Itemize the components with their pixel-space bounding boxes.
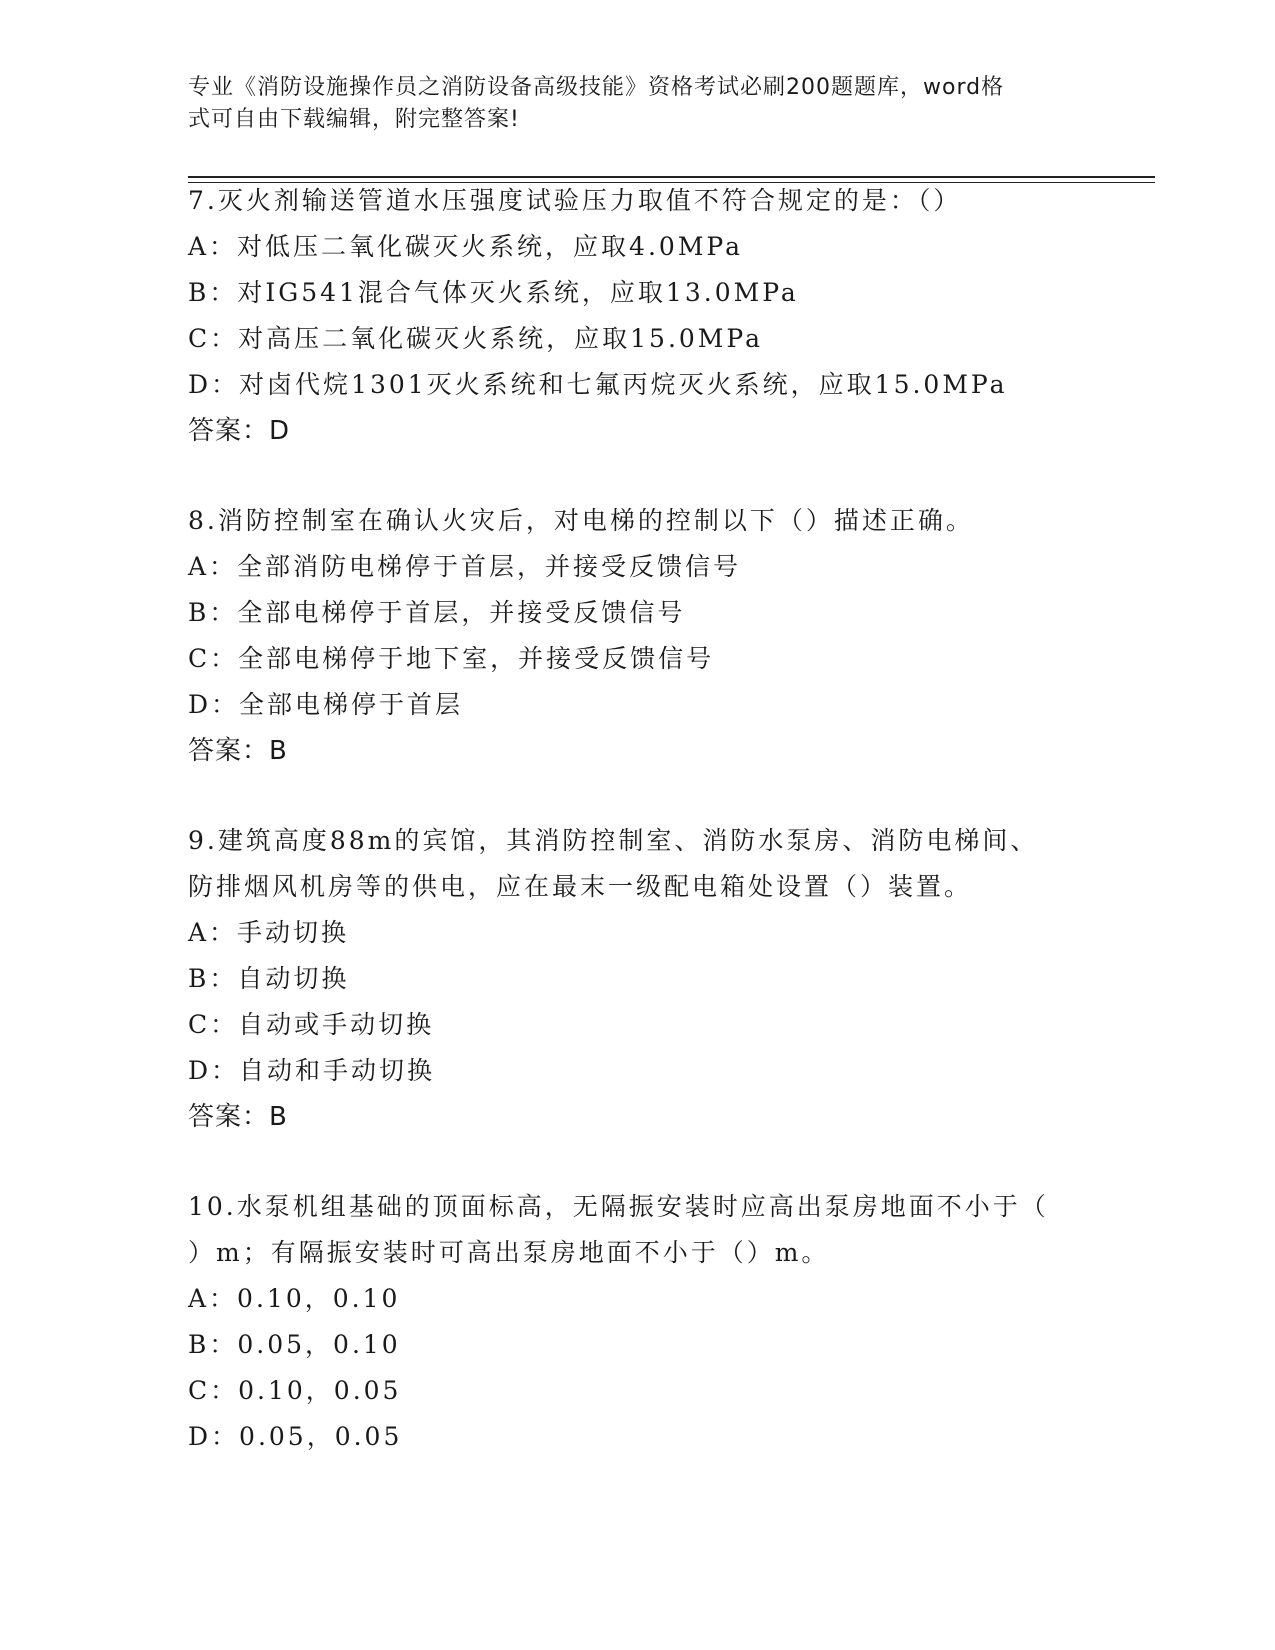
question-9 (188, 818, 1088, 1140)
option-b: B：自动切换 (188, 964, 350, 993)
header-line-1: 专业《消防设施操作员之消防设备高级技能》资格考试必刷200题题库，word格 (188, 75, 1005, 100)
option-c: C：对高压二氧化碳灭火系统，应取15.0MPa (188, 324, 763, 353)
question-stem-line-1: 9.建筑高度88m的宾馆，其消防控制室、消防水泵房、消防电梯间、 (188, 826, 1039, 855)
question-10 (188, 1184, 1088, 1460)
question-7 (188, 178, 1088, 454)
option-b: B：对IG541混合气体灭火系统，应取13.0MPa (188, 278, 799, 307)
question-stem-line-2: ）m；有隔振安装时可高出泵房地面不小于（）m。 (188, 1238, 830, 1267)
option-b: B：0.05，0.10 (188, 1330, 401, 1359)
option-a: A：全部消防电梯停于首层，并接受反馈信号 (188, 552, 742, 581)
question-8 (188, 498, 1088, 774)
question-stem-line-2: 防排烟风机房等的供电，应在最末一级配电箱处设置（）装置。 (188, 872, 973, 901)
option-c: C：0.10，0.05 (188, 1376, 402, 1405)
option-b: B：全部电梯停于首层，并接受反馈信号 (188, 598, 686, 627)
option-d: D：自动和手动切换 (188, 1056, 436, 1085)
option-a: A：手动切换 (188, 918, 350, 947)
answer: 答案：D (188, 416, 291, 446)
option-d: D：全部电梯停于首层 (188, 690, 464, 719)
option-a: A：0.10，0.10 (188, 1284, 401, 1313)
option-d: D：对卤代烷1301灭火系统和七氟丙烷灭火系统，应取15.0MPa (188, 370, 1008, 399)
option-a: A：对低压二氧化碳灭火系统，应取4.0MPa (188, 232, 744, 261)
header-line-2: 式可自由下载编辑，附完整答案! (188, 107, 520, 132)
question-stem: 7.灭火剂输送管道水压强度试验压力取值不符合规定的是：（） (188, 186, 962, 215)
option-d: D：0.05，0.05 (188, 1422, 403, 1451)
document-header (188, 72, 1068, 136)
question-stem-line-1: 10.水泵机组基础的顶面标高，无隔振安装时应高出泵房地面不小于（ (188, 1192, 1049, 1221)
answer: 答案：B (188, 736, 288, 766)
option-c: C：全部电梯停于地下室，并接受反馈信号 (188, 644, 715, 673)
answer: 答案：B (188, 1102, 288, 1132)
question-stem: 8.消防控制室在确认火灾后，对电梯的控制以下（）描述正确。 (188, 506, 974, 535)
option-c: C：自动或手动切换 (188, 1010, 435, 1039)
